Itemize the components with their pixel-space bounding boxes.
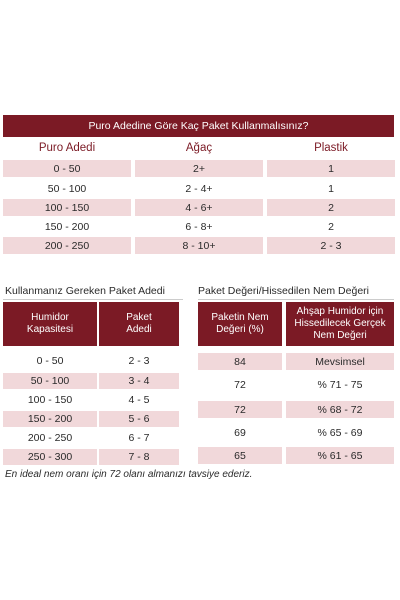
- right-title-divider: [198, 299, 394, 300]
- right-row-1-col-1: % 71 - 75: [317, 379, 363, 391]
- left-row-2-col-1: 4 - 5: [128, 394, 150, 406]
- top-row-2-col-1: 4 - 6+: [135, 199, 263, 216]
- right-row-1-col-0: 72: [234, 379, 246, 391]
- left-row-5-col-0: 250 - 300: [3, 449, 97, 465]
- top-row-2-col-0: 100 - 150: [3, 199, 131, 216]
- left-row-0-col-0: 0 - 50: [36, 355, 64, 367]
- left-row-3-col-1: 5 - 6: [99, 411, 179, 427]
- left-row-4-col-0: 200 - 250: [27, 432, 73, 444]
- right-row-0-col-0: 84: [198, 353, 282, 370]
- left-title-divider: [3, 299, 183, 300]
- left-row-2-col-0: 100 - 150: [27, 394, 73, 406]
- right-row-2-col-1: % 68 - 72: [286, 401, 394, 418]
- left-row-1-col-0: 50 - 100: [3, 373, 97, 389]
- right-header-ahsap-humidor: Ahşap Humidor için Hissedilecek Gerçek Nem Değeri: [286, 302, 394, 346]
- right-row-3-col-0: 69: [234, 427, 246, 439]
- top-row-0-col-0: 0 - 50: [3, 160, 131, 177]
- left-row-5-col-1: 7 - 8: [99, 449, 179, 465]
- left-row-0-col-1: 2 - 3: [128, 355, 150, 367]
- top-row-3-col-1: 6 - 8+: [185, 220, 213, 233]
- top-row-3-col-0: 150 - 200: [44, 220, 90, 233]
- left-row-4-col-1: 6 - 7: [128, 432, 150, 444]
- top-row-4-col-0: 200 - 250: [3, 237, 131, 254]
- top-row-0-col-1: 2+: [135, 160, 263, 177]
- right-header-paketin-nem-degeri: Paketin Nem Değeri (%): [198, 302, 282, 346]
- right-row-4-col-1: % 61 - 65: [286, 447, 394, 464]
- left-row-3-col-0: 150 - 200: [3, 411, 97, 427]
- top-row-1-col-2: 1: [328, 182, 334, 195]
- header-puro-adedi: Puro Adedi: [38, 142, 96, 154]
- right-row-0-col-1: Mevsimsel: [286, 353, 394, 370]
- header-agac: Ağaç: [185, 142, 213, 154]
- left-row-1-col-1: 3 - 4: [99, 373, 179, 389]
- top-row-4-col-1: 8 - 10+: [135, 237, 263, 254]
- header-plastik: Plastik: [314, 142, 348, 154]
- left-table-title: Kullanmanız Gereken Paket Adedi: [5, 285, 165, 297]
- recommendation-note: En ideal nem oranı için 72 olanı almanızı tavsiye ederiz.: [5, 469, 253, 480]
- right-row-3-col-1: % 65 - 69: [317, 427, 363, 439]
- left-header-paket-adedi: Paket Adedi: [99, 302, 179, 346]
- top-row-0-col-2: 1: [267, 160, 395, 177]
- right-row-2-col-0: 72: [198, 401, 282, 418]
- top-row-3-col-2: 2: [328, 220, 334, 233]
- left-header-humidor-kapasitesi: Humidor Kapasitesi: [3, 302, 97, 346]
- right-table-title: Paket Değeri/Hissedilen Nem Değeri: [198, 285, 369, 297]
- right-row-4-col-0: 65: [198, 447, 282, 464]
- top-row-4-col-2: 2 - 3: [267, 237, 395, 254]
- top-table-title: Puro Adedine Göre Kaç Paket Kullanmalısınız?: [3, 115, 394, 137]
- top-row-1-col-0: 50 - 100: [47, 182, 87, 195]
- top-row-1-col-1: 2 - 4+: [185, 182, 213, 195]
- top-row-2-col-2: 2: [267, 199, 395, 216]
